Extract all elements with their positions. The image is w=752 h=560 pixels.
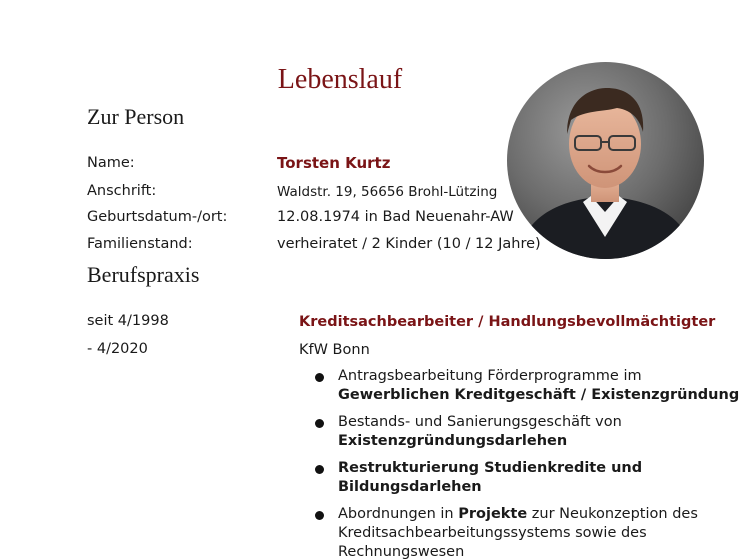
bullet-4-line-1 — [338, 506, 698, 522]
portrait-illustration — [507, 62, 704, 259]
value-address: Waldstr. 19, 56656 Brohl-Lützing — [277, 184, 498, 200]
bullet-icon — [315, 419, 324, 428]
page-title: Lebenslauf — [277, 64, 403, 95]
label-birth: Geburtsdatum-/ort: — [87, 209, 228, 225]
section-heading-person: Zur Person — [87, 104, 185, 129]
label-name: Name: — [87, 155, 135, 171]
bullet-4-line-2: Kreditsachbearbeitungssystems sowie des — [338, 525, 647, 541]
period-end: - 4/2020 — [87, 341, 148, 357]
label-address: Anschrift: — [87, 183, 157, 199]
bullet-1-line-1: Antragsbearbeitung Förderprogramme im — [338, 368, 642, 384]
bullet-1-line-2 — [338, 387, 739, 403]
bullet-3-bold-2: Bildungsdarlehen — [338, 479, 482, 495]
bullet-4-bold: Projekte — [458, 506, 528, 522]
bullet-4-post: zur Neukonzeption des — [527, 506, 698, 522]
bullet-3-line-2 — [338, 479, 482, 495]
period-start: seit 4/1998 — [87, 313, 169, 329]
job-title: Kreditsachbearbeiter / Handlungsbevollmächtigter — [299, 314, 716, 330]
bullet-icon — [315, 511, 324, 520]
bullet-2-line-1: Bestands- und Sanierungsgeschäft von — [338, 414, 622, 430]
bullet-1-bold: Gewerblichen Kreditgeschäft / Existenzgründung — [338, 387, 740, 403]
value-name: Torsten Kurtz — [277, 154, 391, 172]
label-family: Familienstand: — [87, 236, 193, 252]
section-heading-experience: Berufspraxis — [87, 262, 200, 287]
portrait-photo — [507, 62, 704, 259]
value-birth: 12.08.1974 in Bad Neuenahr-AW — [277, 209, 514, 225]
bullet-4-pre: Abordnungen in — [338, 506, 459, 522]
bullet-3-bold-1: Restrukturierung Studienkredite und — [338, 460, 643, 476]
bullet-icon — [315, 373, 324, 382]
bullet-2-line-2 — [338, 433, 567, 449]
value-family: verheiratet / 2 Kinder (10 / 12 Jahre) — [277, 236, 541, 252]
employer: KfW Bonn — [299, 342, 370, 358]
bullet-icon — [315, 465, 324, 474]
bullet-2-bold: Existenzgründungsdarlehen — [338, 433, 568, 449]
bullet-3-line-1 — [338, 460, 642, 476]
bullet-4-line-3: Rechnungswesen — [338, 544, 465, 560]
